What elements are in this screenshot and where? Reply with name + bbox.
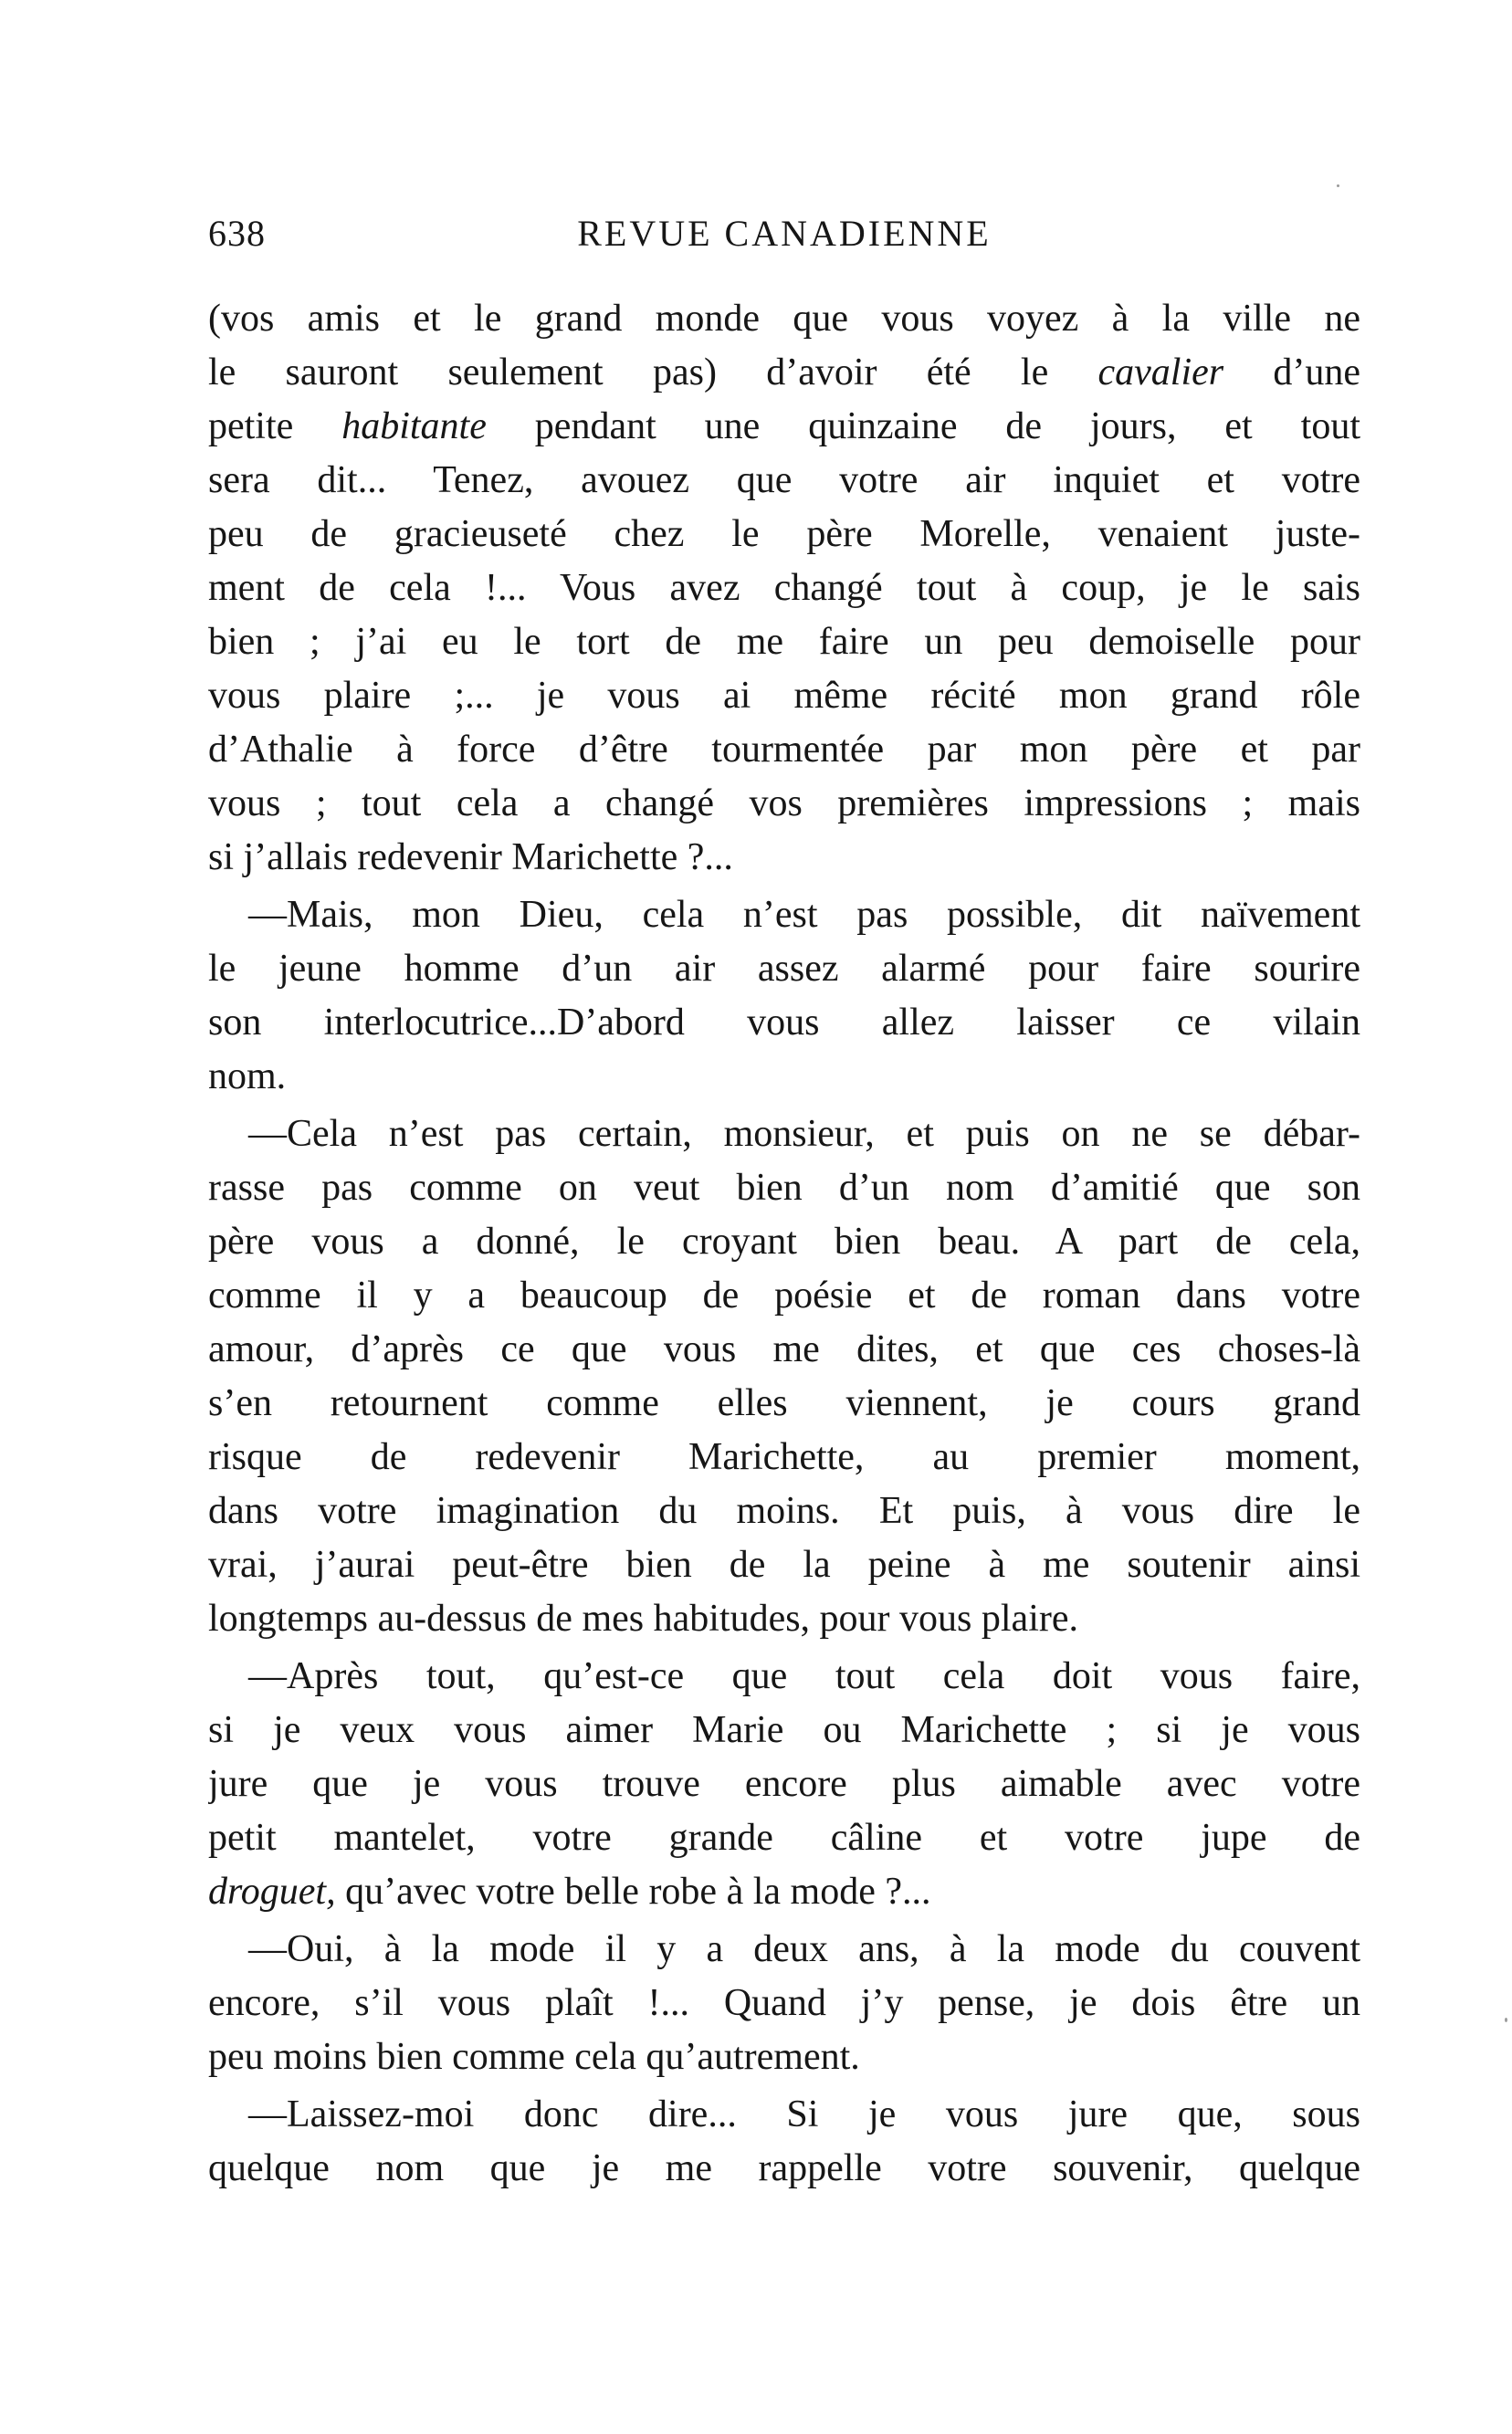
paper-speck (1337, 184, 1339, 187)
text-line: son interlocutrice...D’abord vous allez laisser ce vilain (208, 1002, 1360, 1044)
text-line: droguet, qu’avec votre belle robe à la mode ?... (208, 1871, 931, 1913)
text-line: nom. (208, 1055, 287, 1097)
body-text (208, 292, 1360, 2196)
text-line: vous plaire ;... je vous ai même récité mon grand rôle (208, 675, 1360, 717)
text-line: amour, d’après ce que vous me dites, et que ces choses-là (208, 1328, 1360, 1370)
text-line: s’en retournent comme elles viennent, je cours grand (208, 1382, 1360, 1424)
paper-speck (1505, 2018, 1507, 2022)
text-line: —Cela n’est pas certain, monsieur, et puis on ne se débar- (248, 1113, 1360, 1155)
text-line: si j’allais redevenir Marichette ?... (208, 836, 733, 878)
page-number: 638 (208, 213, 266, 254)
text-line: petite habitante pendant une quinzaine de jours, et tout (208, 405, 1360, 447)
text-line: peu moins bien comme cela qu’autrement. (208, 2036, 860, 2078)
text-line: père vous a donné, le croyant bien beau. A part de cela, (208, 1221, 1360, 1263)
text-line: jure que je vous trouve encore plus aimable avec votre (208, 1763, 1360, 1805)
text-line: peu de gracieuseté chez le père Morelle, venaient juste- (208, 513, 1360, 555)
running-head (208, 212, 1360, 267)
text-line: d’Athalie à force d’être tourmentée par mon père et par (208, 729, 1360, 771)
text-line: encore, s’il vous plaît !... Quand j’y pense, je dois être un (208, 1982, 1360, 2024)
text-line: (vos amis et le grand monde que vous voyez à la ville ne (208, 298, 1360, 340)
text-line: si je veux vous aimer Marie ou Marichette ; si je vous (208, 1709, 1360, 1751)
text-line: —Laissez-moi donc dire... Si je vous jure que, sous (248, 2093, 1360, 2135)
text-line: —Après tout, qu’est-ce que tout cela doit vous faire, (248, 1655, 1360, 1697)
running-title: REVUE CANADIENNE (577, 213, 992, 254)
text-line: —Oui, à la mode il y a deux ans, à la mode du couvent (248, 1928, 1360, 1970)
text-line: sera dit... Tenez, avouez que votre air inquiet et votre (208, 459, 1360, 501)
text-line: rasse pas comme on veut bien d’un nom d’amitié que son (208, 1167, 1360, 1209)
text-line: le jeune homme d’un air assez alarmé pour faire sourire (208, 948, 1360, 990)
text-line: longtemps au-dessus de mes habitudes, pour vous plaire. (208, 1598, 1078, 1640)
text-line: dans votre imagination du moins. Et puis, à vous dire le (208, 1490, 1360, 1532)
text-line: risque de redevenir Marichette, au premier moment, (208, 1436, 1360, 1478)
text-line: quelque nom que je me rappelle votre souvenir, quelque (208, 2147, 1360, 2189)
text-line: le sauront seulement pas) d’avoir été le cavalier d’une (208, 351, 1360, 393)
text-line: vrai, j’aurai peut-être bien de la peine à me soutenir ainsi (208, 1544, 1360, 1586)
text-line: comme il y a beaucoup de poésie et de roman dans votre (208, 1275, 1360, 1317)
text-line: —Mais, mon Dieu, cela n’est pas possible, dit naïvement (248, 894, 1360, 936)
text-line: petit mantelet, votre grande câline et votre jupe de (208, 1817, 1360, 1859)
text-line: bien ; j’ai eu le tort de me faire un peu demoiselle pour (208, 621, 1360, 663)
text-line: vous ; tout cela a changé vos premières impressions ; mais (208, 782, 1360, 824)
text-line: ment de cela !... Vous avez changé tout à coup, je le sais (208, 567, 1360, 609)
